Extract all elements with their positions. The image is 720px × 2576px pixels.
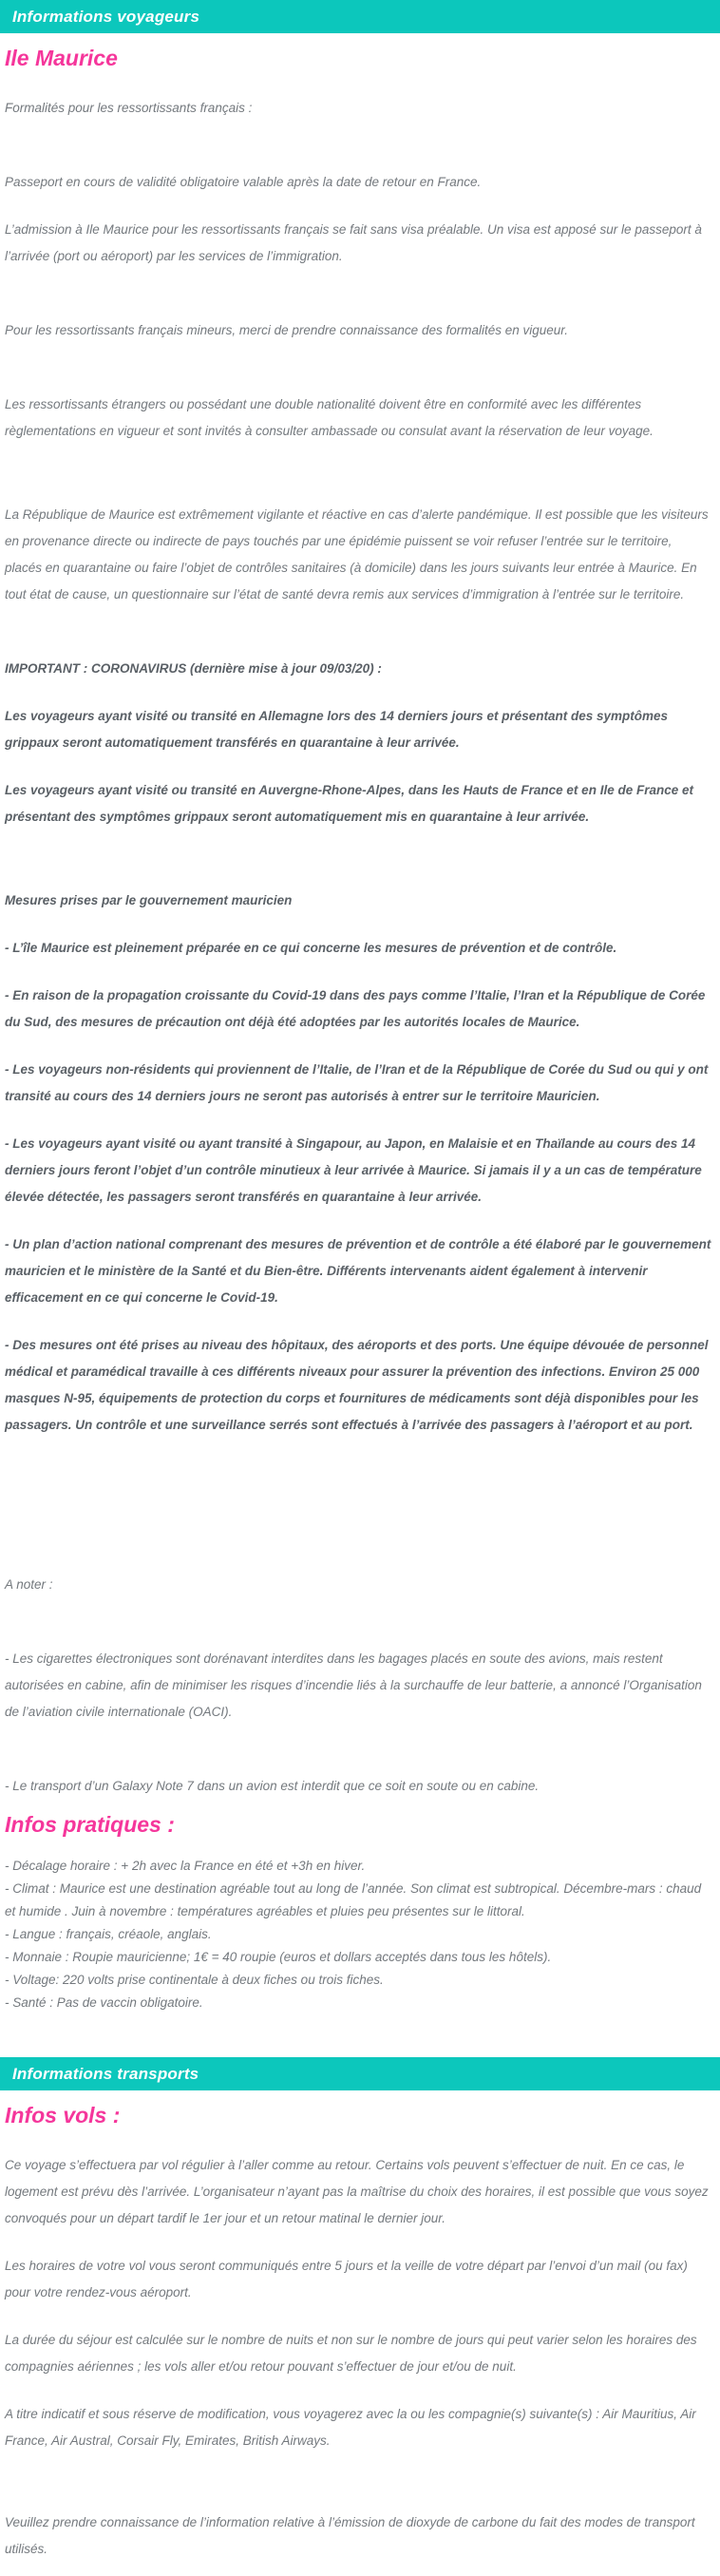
list-item-voltage: - Voltage: 220 volts prise continentale à deux fiches ou trois fiches. — [5, 1973, 384, 1987]
admission-paragraph: L’admission à Ile Maurice pour les ressortissants français se fait sans visa préalable. Un visa est apposé sur le passeport à l’arrivée (port ou aéroport) par les services de l’immigration. — [5, 222, 702, 263]
destination-title: Ile Maurice — [5, 46, 118, 70]
galaxy-note7-paragraph: - Le transport d’un Galaxy Note 7 dans un avion est interdit que ce soit en soute ou en cabine. — [5, 1779, 540, 1793]
measure-entry-ban: - Les voyageurs non-résidents qui proviennent de l’Italie, de l’Iran et de la République de Corée du Sud ou qui y ont transité au cours des 14 derniers jours ne seront pas autorisés à entrer sur le territoire Mauricien. — [5, 1062, 709, 1103]
flight-times-notice-paragraph: Les horaires de votre vol vous seront communiqués entre 5 jours et la veille de votre départ par l’envoi d’un mail (ou fax) pour votre rendez-vous aéroport. — [5, 2259, 688, 2299]
list-item-language: - Langue : français, créaole, anglais. — [5, 1927, 212, 1941]
flights-info-title: Infos vols : — [5, 2103, 121, 2128]
measure-hospitals: - Des mesures ont été prises au niveau des hôpitaux, des aéroports et des ports. Une équipe dévouée de personnel médical et paramédical travaille à ces différents niveaux pour assurer la prévention des infections. Environ 25 000 masques N-95, équipements de protection du corps et fournitures de médicaments sont déjà disponibles pour les passagers. Un contrôle et une surveillance serrés sont effectués à l’arrivée des passagers à l’aéroport et au port. — [5, 1338, 709, 1432]
practical-info-title: Infos pratiques : — [5, 1812, 175, 1837]
measure-national-plan: - Un plan d’action national comprenant des mesures de prévention et de contrôle a été élaboré par le gouvernement mauricien et le ministère de la Santé et du Bien-être. Différents intervenants aident également à intervenir efficacement en ce qui concerne le Covid-19. — [5, 1237, 711, 1305]
list-item-currency: - Monnaie : Roupie mauricienne; 1€ = 40 roupie (euros et dollars acceptés dans tous les hôtels). — [5, 1950, 552, 1964]
list-item-health: - Santé : Pas de vaccin obligatoire. — [5, 1995, 203, 2010]
france-regions-quarantine-paragraph: Les voyageurs ayant visité ou transité en Auvergne-Rhone-Alpes, dans les Hauts de France et en Ile de France et présentant des symptômes grippaux seront automatiquement mis en quarantaine à leur arrivée. — [5, 783, 693, 824]
foreign-nationals-paragraph: Les ressortissants étrangers ou possédant une double nationalité doivent être en conformité avec les différentes règlementations en vigueur et sont invités à consulter ambassade ou consulat avant la réservation de leur voyage. — [5, 397, 654, 438]
list-item-climate: - Climat : Maurice est une destination agréable tout au long de l’année. Son climat est subtropical. Décembre-mars : chaud et humide . Juin à novembre : températures agréables et pluies peu présentes sur le littoral. — [5, 1881, 702, 1918]
minors-paragraph: Pour les ressortissants français mineurs, merci de prendre connaissance des formalités en vigueur. — [5, 323, 569, 337]
list-item-timezone: - Décalage horaire : + 2h avec la France en été et +3h en hiver. — [5, 1859, 366, 1873]
measure-precautions: - En raison de la propagation croissante du Covid-19 dans des pays comme l’Italie, l’Iran et la République de Corée du Sud, des mesures de précaution ont déjà été adoptées par les autorités locales de Maurice. — [5, 988, 706, 1029]
measure-screening: - Les voyageurs ayant visité ou ayant transité à Singapour, au Japon, en Malaisie et en Thaïlande au cours des 14 derniers jours feront l’objet d’un contrôle minutieux à leur arrivée à Maurice. Si jamais il y a un cas de température élevée détectée, les passagers seront transférés en quarantaine à leur arrivée. — [5, 1136, 702, 1204]
airlines-paragraph: A titre indicatif et sous réserve de modification, vous voyagerez avec la ou les compagnie(s) suivante(s) : Air Mauritius, Air France, Air Austral, Corsair Fly, Emirates, British Airways. — [5, 2407, 696, 2448]
transport-info-banner: Informations transports — [0, 2057, 720, 2090]
flight-schedule-paragraph: Ce voyage s’effectuera par vol régulier à l’aller comme au retour. Certains vols peuvent s’effectuer de nuit. En ce cas, le logement est prévu dès l’arrivée. L’organisateur n’ayant pas la maîtrise du choix des horaires, il est possible que vous soyez convoqués pour un départ tardif le 1er jour et un retour matinal le dernier jour. — [5, 2158, 709, 2225]
co2-emission-paragraph: Veuillez prendre connaissance de l’information relative à l’émission de dioxyde de carbone du fait des modes de transport utilisés. — [5, 2515, 695, 2556]
practical-info-list — [0, 1855, 720, 2014]
travelers-info-banner: Informations voyageurs — [0, 0, 720, 33]
ecigarettes-paragraph: - Les cigarettes électroniques sont dorénavant interdites dans les bagages placés en soute des avions, mais restent autorisées en cabine, afin de minimiser les risques d’incendie liés à la surchauffe de leur batterie, a annoncé l’Organisation de l’aviation civile internationale (OACI). — [5, 1651, 702, 1719]
coronavirus-important-heading: IMPORTANT : CORONAVIRUS (dernière mise à jour 09/03/20) : — [5, 661, 382, 676]
formalities-intro: Formalités pour les ressortissants français : — [5, 101, 253, 115]
travelers-info-content — [0, 95, 720, 1800]
germany-quarantine-paragraph: Les voyageurs ayant visité ou transité en Allemagne lors des 14 derniers jours et présentant des symptômes grippaux seront automatiquement transférés en quarantaine à leur arrivée. — [5, 709, 669, 750]
note-heading: A noter : — [5, 1577, 53, 1592]
stay-duration-paragraph: La durée du séjour est calculée sur le nombre de nuits et non sur le nombre de jours qui peut varier selon les horaires des compagnies aériennes ; les vols aller et/ou retour pouvant s’effectuer de jour et/ou de nuit. — [5, 2333, 697, 2374]
measure-preparedness: - L’île Maurice est pleinement préparée en ce qui concerne les mesures de prévention et de contrôle. — [5, 941, 617, 955]
transport-info-content — [0, 2152, 720, 2576]
pandemic-alert-paragraph: La République de Maurice est extrêmement vigilante et réactive en cas d’alerte pandémique. Il est possible que les visiteurs en provenance directe ou indirecte de pays touchés par une épidémie puissent se voir refuser l’entrée sur le territoire, placés en quarantaine ou faire l’objet de contrôles sanitaires (à domicile) dans les jours suivants leur entrée à Maurice. En tout état de cause, un questionnaire sur l’état de santé devra remis aux services d’immigration à l’entrée sur le territoire. — [5, 507, 709, 601]
passport-paragraph: Passeport en cours de validité obligatoire valable après la date de retour en France. — [5, 175, 482, 189]
government-measures-heading: Mesures prises par le gouvernement mauricien — [5, 893, 293, 907]
